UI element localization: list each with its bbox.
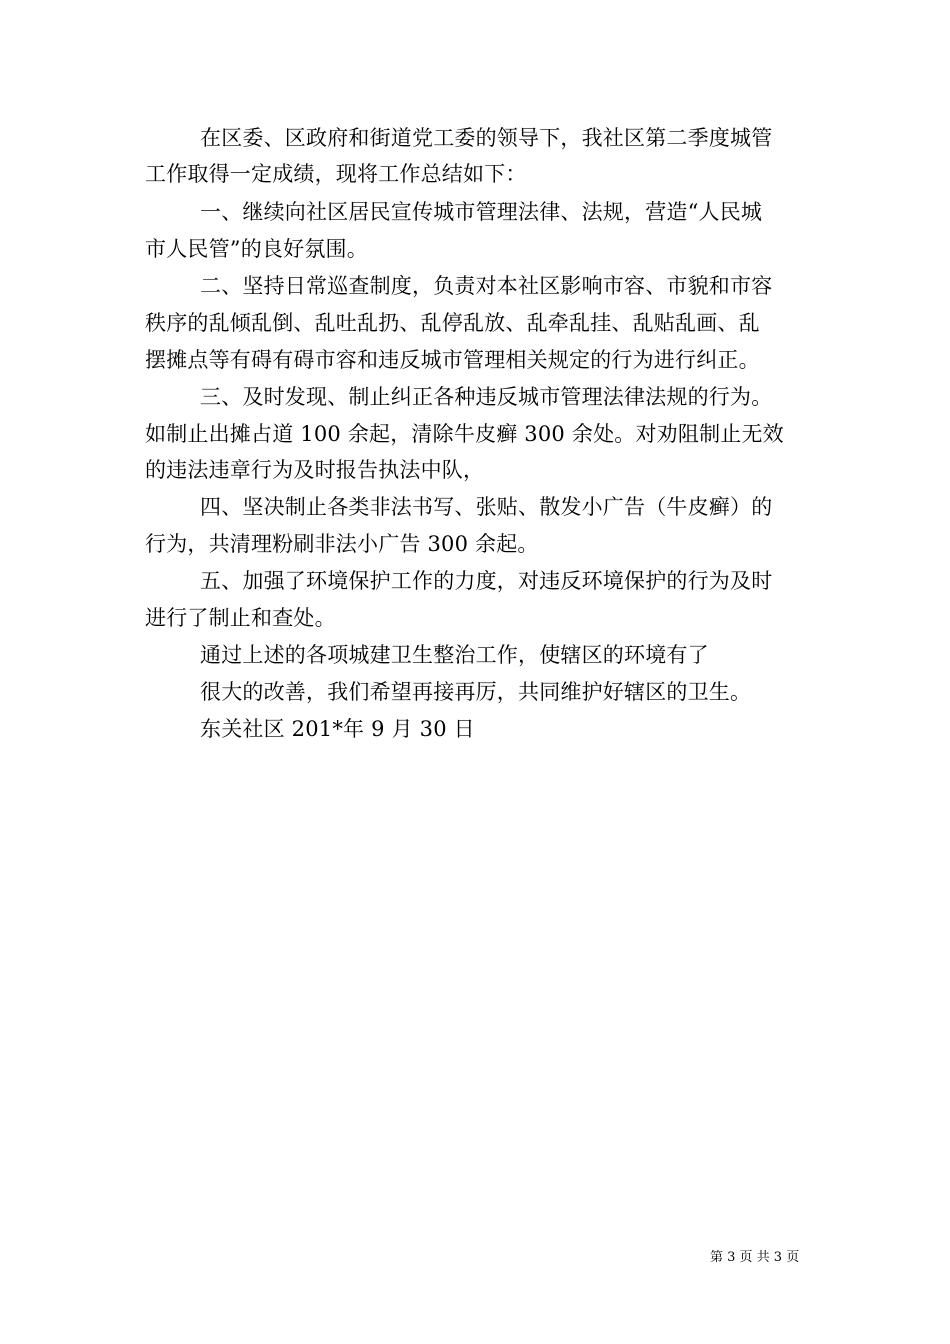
- body-line-8: 三、及时发现、制止纠正各种违反城市管理法律法规的行为。: [200, 385, 773, 409]
- body-line-5: 二、坚持日常巡查制度，负责对本社区影响市容、市貌和市容: [200, 274, 773, 298]
- body-line-16: 很大的改善，我们希望再接再厉，共同维护好辖区的卫生。: [200, 680, 752, 704]
- body-line-1: 在区委、区政府和街道党工委的领导下，我社区第二季度城管: [200, 126, 773, 150]
- body-line-7: 摆摊点等有碍有碍市容和违反城市管理相关规定的行为进行纠正。: [145, 348, 760, 372]
- body-line-15: 通过上述的各项城建卫生整治工作，使辖区的环境有了: [200, 643, 709, 667]
- body-line-2: 工作取得一定成绩，现将工作总结如下：: [145, 162, 527, 186]
- body-line-14: 进行了制止和查处。: [145, 606, 336, 630]
- body-line-12: 行为，共清理粉刷非法小广告 300 余起。: [145, 532, 539, 556]
- body-line-13: 五、加强了环境保护工作的力度，对违反环境保护的行为及时: [200, 569, 773, 593]
- body-line-4: 市人民管”的良好氛围。: [145, 237, 368, 261]
- body-line-11: 四、坚决制止各类非法书写、张贴、散发小广告（牛皮癣）的: [200, 495, 773, 519]
- body-line-3: 一、继续向社区居民宣传城市管理法律、法规，营造“人民城: [200, 200, 763, 224]
- body-line-10: 的违法违章行为及时报告执法中队，: [145, 458, 485, 482]
- body-line-6: 秩序的乱倾乱倒、乱吐乱扔、乱停乱放、乱牵乱挂、乱贴乱画、乱: [145, 311, 760, 335]
- page-number-footer: 第 3 页 共 3 页: [710, 1250, 800, 1265]
- signature-date-line: 东关社区 201*年 9 月 30 日: [200, 717, 475, 741]
- body-line-9: 如制止出摊占道 100 余起，清除牛皮癣 300 余处。对劝阻制止无效: [145, 422, 784, 446]
